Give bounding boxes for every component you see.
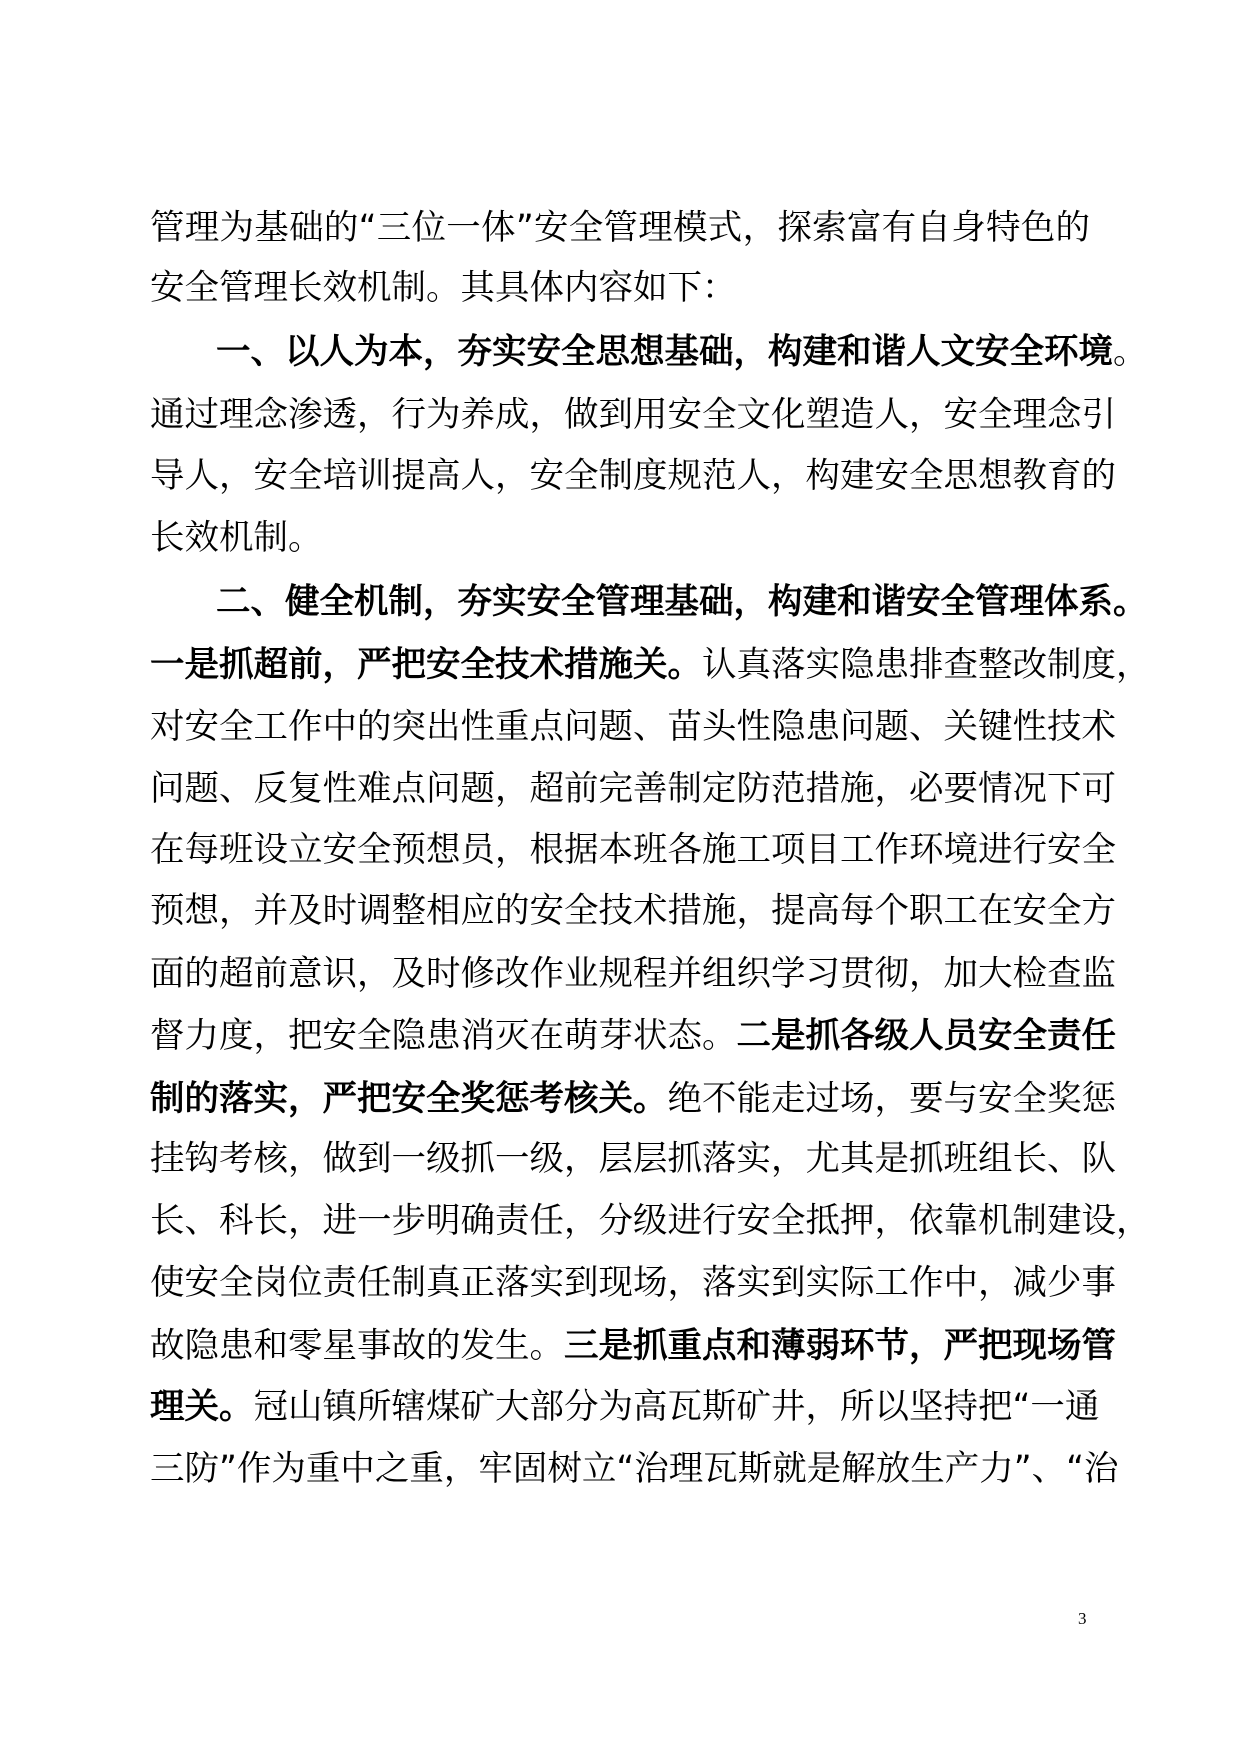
text-segment: 管理为基础的“三位一体”安全管理模式，探索富有自身特色的 <box>150 208 1090 248</box>
text-segment: 使安全岗位责任制真正落实到现场，落实到实际工作中，减少事 <box>150 1263 1116 1303</box>
text-line <box>150 645 1151 685</box>
text-line <box>150 1449 1119 1489</box>
text-segment: 对安全工作中的突出性重点问题、苗头性隐患问题、关键性技术 <box>150 707 1116 747</box>
text-line <box>150 1079 1116 1119</box>
text-line <box>150 891 1116 931</box>
text-segment: 安全管理长效机制。其具体内容如下： <box>150 268 737 308</box>
text-segment: 问题、反复性难点问题，超前完善制定防范措施，必要情况下可 <box>150 769 1116 809</box>
text-segment: 长效机制。 <box>150 518 323 558</box>
text-segment: 长、科长，进一步明确责任，分级进行安全抵押，依靠机制建设， <box>150 1201 1151 1241</box>
text-line <box>150 1387 1100 1427</box>
bold-text-segment: 一、以人为本，夯实安全思想基础，构建和谐人文安全环境 <box>216 332 1113 372</box>
text-line <box>216 582 1148 622</box>
text-segment: 在每班设立安全预想员，根据本班各施工项目工作环境进行安全 <box>150 830 1116 870</box>
text-line <box>150 769 1116 809</box>
text-segment: 故隐患和零星事故的发生。 <box>150 1326 564 1366</box>
text-line <box>150 1263 1116 1303</box>
text-segment: 绝不能走过场，要与安全奖惩 <box>667 1079 1116 1119</box>
text-segment: 。 <box>1113 332 1148 372</box>
text-segment: 通过理念渗透，行为养成，做到用安全文化塑造人，安全理念引 <box>150 395 1116 435</box>
text-line <box>150 1016 1116 1056</box>
text-segment: 督力度，把安全隐患消灭在萌芽状态。 <box>150 1016 737 1056</box>
text-line <box>150 268 1090 308</box>
text-segment: 三防”作为重中之重，牢固树立“治理瓦斯就是解放生产力”、“治 <box>150 1449 1119 1489</box>
text-line <box>150 518 1090 558</box>
text-line <box>150 1139 1116 1179</box>
bold-text-segment: 一是抓超前，严把安全技术措施关。 <box>150 645 702 685</box>
text-line <box>150 456 1116 496</box>
bold-text-segment: 二、健全机制，夯实安全管理基础，构建和谐安全管理体系。 <box>216 582 1148 622</box>
bold-text-segment: 二是抓各级人员安全责任 <box>736 1016 1116 1056</box>
text-line <box>150 707 1116 747</box>
text-line <box>150 1326 1116 1366</box>
bold-text-segment: 理关。 <box>150 1387 254 1427</box>
text-segment: 导人，安全培训提高人，安全制度规范人，构建安全思想教育的 <box>150 456 1116 496</box>
text-line <box>150 954 1116 994</box>
text-segment: 冠山镇所辖煤矿大部分为高瓦斯矿井，所以坚持把“一通 <box>253 1387 1100 1427</box>
text-line <box>150 1201 1151 1241</box>
text-line <box>150 395 1116 435</box>
text-line <box>216 332 1148 372</box>
bold-text-segment: 三是抓重点和薄弱环节，严把现场管 <box>564 1326 1116 1366</box>
bold-text-segment: 制的落实，严把安全奖惩考核关。 <box>150 1079 668 1119</box>
page-number: 3 <box>1078 1609 1087 1628</box>
text-line <box>150 830 1116 870</box>
text-segment: 预想，并及时调整相应的安全技术措施，提高每个职工在安全方 <box>150 891 1116 931</box>
text-segment: 面的超前意识，及时修改作业规程并组织学习贯彻，加大检查监 <box>150 954 1116 994</box>
text-line <box>150 208 1090 248</box>
text-segment: 挂钩考核，做到一级抓一级，层层抓落实，尤其是抓班组长、队 <box>150 1139 1116 1179</box>
text-segment: 认真落实隐患排查整改制度， <box>702 645 1151 685</box>
